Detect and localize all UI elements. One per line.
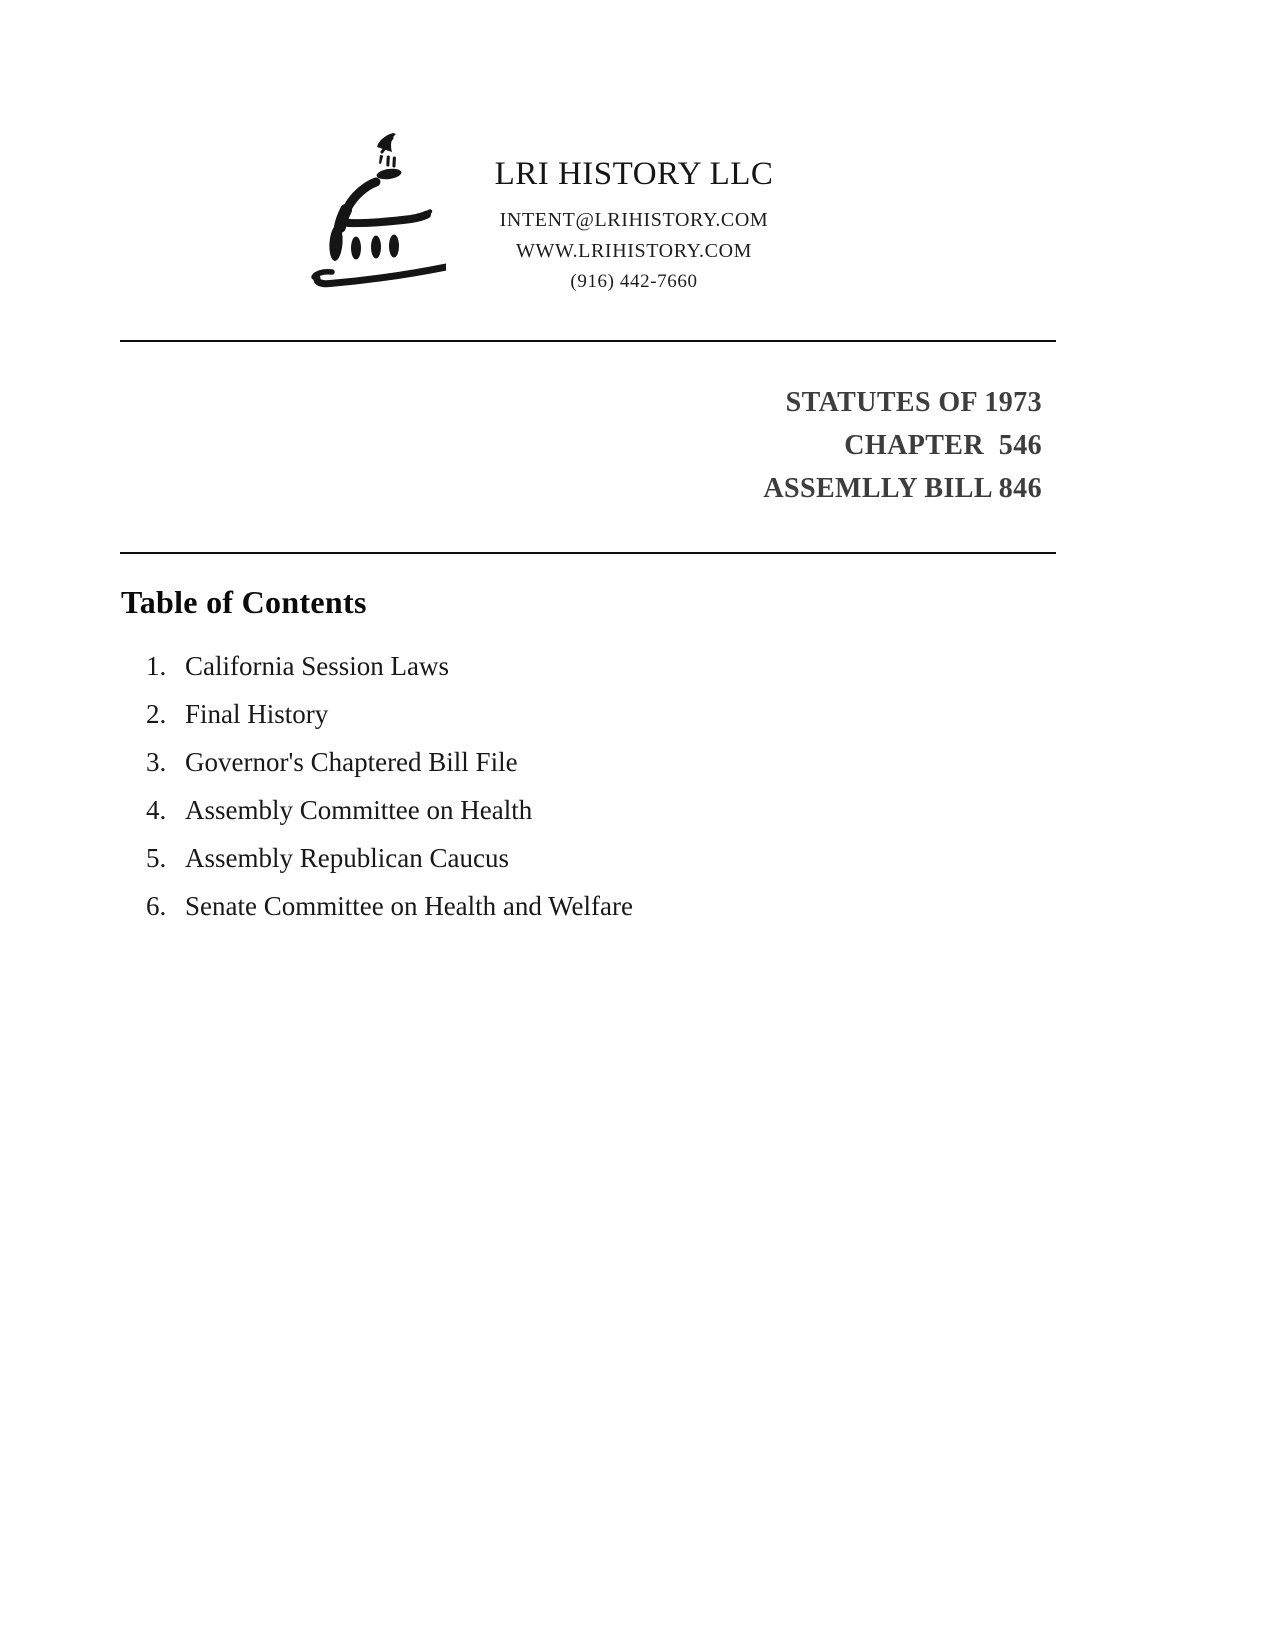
toc-item-number: 4. bbox=[146, 795, 167, 825]
toc-list bbox=[146, 651, 946, 939]
toc-item bbox=[146, 891, 946, 921]
toc-item-label: Governor's Chaptered Bill File bbox=[185, 747, 518, 777]
company-website: WWW.LRIHISTORY.COM bbox=[515, 240, 752, 262]
toc-item-label: Assembly Committee on Health bbox=[185, 795, 533, 825]
toc-item bbox=[146, 747, 946, 777]
chapter-line: CHAPTER 546 bbox=[844, 430, 1042, 461]
company-name: LRI HISTORY LLC bbox=[494, 156, 774, 192]
toc-item-label: Senate Committee on Health and Welfare bbox=[185, 891, 633, 921]
toc-item-number: 2. bbox=[146, 699, 167, 729]
section-divider bbox=[120, 552, 1056, 554]
header-divider bbox=[120, 340, 1056, 342]
toc-item-label: California Session Laws bbox=[185, 651, 449, 681]
capitol-dome-icon bbox=[296, 126, 446, 288]
toc-item-label: Final History bbox=[185, 699, 329, 729]
toc-item-number: 6. bbox=[146, 891, 167, 921]
toc-item-number: 5. bbox=[146, 843, 167, 873]
toc-item bbox=[146, 795, 946, 825]
toc-item bbox=[146, 843, 946, 873]
toc-item-number: 3. bbox=[146, 747, 167, 777]
toc-item-label: Assembly Republican Caucus bbox=[185, 843, 509, 873]
statute-title-block bbox=[763, 381, 1042, 510]
toc-heading: Table of Contents bbox=[121, 584, 367, 620]
toc-item bbox=[146, 651, 946, 681]
company-email: INTENT@LRIHISTORY.COM bbox=[499, 209, 769, 231]
company-phone: (916) 442-7660 bbox=[570, 271, 698, 292]
toc-item-number: 1. bbox=[146, 651, 167, 681]
assembly-bill-line: ASSEMLLY BILL 846 bbox=[763, 473, 1042, 504]
toc-item bbox=[146, 699, 946, 729]
statutes-year-line: STATUTES OF 1973 bbox=[785, 387, 1042, 418]
